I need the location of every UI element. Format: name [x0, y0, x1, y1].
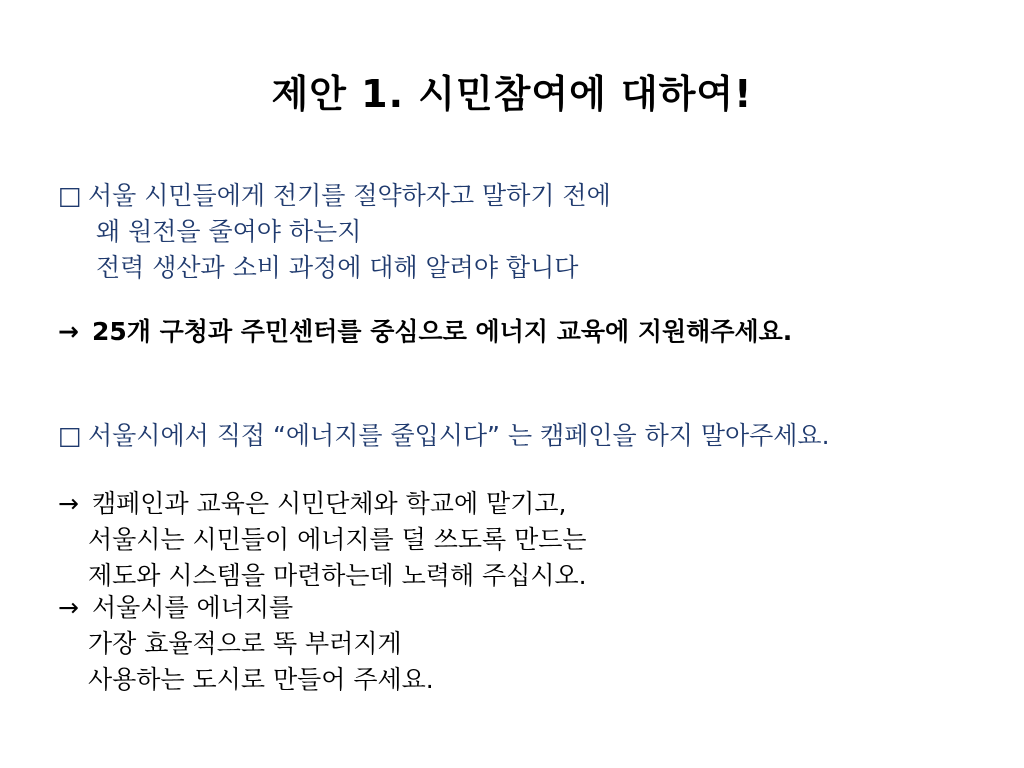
- arrow-3-line-2: 가장 효율적으로 똑 부러지게: [88, 629, 402, 658]
- checkbox-marker-icon: □: [58, 181, 82, 210]
- section-1-text-1: 서울 시민들에게 전기를 절약하자고 말하기 전에: [88, 181, 611, 210]
- arrow-2-line-1: [58, 486, 587, 522]
- right-arrow-icon: →: [58, 317, 79, 346]
- arrow-2-line-3: 제도와 시스템을 마련하는데 노력해 주십시오.: [88, 561, 587, 590]
- proposal-section-2: [58, 418, 830, 454]
- proposal-arrow-1: [58, 314, 792, 350]
- proposal-section-1: [58, 178, 611, 286]
- proposal-arrow-2: [58, 486, 587, 594]
- section-2-line: [58, 418, 830, 454]
- arrow-3-text-1: 서울시를 에너지를: [92, 593, 294, 622]
- right-arrow-icon: →: [58, 489, 79, 518]
- arrow-2-line-2: 서울시는 시민들이 에너지를 덜 쓰도록 만드는: [88, 525, 587, 554]
- arrow-3-line-1: [58, 590, 434, 626]
- right-arrow-icon: →: [58, 593, 79, 622]
- section-2-text: 서울시에서 직접 “에너지를 줄입시다” 는 캠페인을 하지 말아주세요.: [88, 421, 830, 450]
- arrow-3-line-3: 사용하는 도시로 만들어 주세요.: [88, 665, 434, 694]
- arrow-1-text: 25개 구청과 주민센터를 중심으로 에너지 교육에 지원해주세요.: [92, 317, 793, 346]
- section-1-line-2: 왜 원전을 줄여야 하는지: [96, 217, 362, 246]
- section-1-line-3: 전력 생산과 소비 과정에 대해 알려야 합니다: [96, 253, 579, 282]
- checkbox-marker-icon: □: [58, 421, 82, 450]
- section-1-line-1: [58, 178, 611, 214]
- proposal-arrow-3: [58, 590, 434, 698]
- arrow-2-text-1: 캠페인과 교육은 시민단체와 학교에 맡기고,: [92, 489, 567, 518]
- arrow-1-line: [58, 314, 792, 350]
- slide-title: 제안 1. 시민참여에 대하여!: [271, 72, 753, 116]
